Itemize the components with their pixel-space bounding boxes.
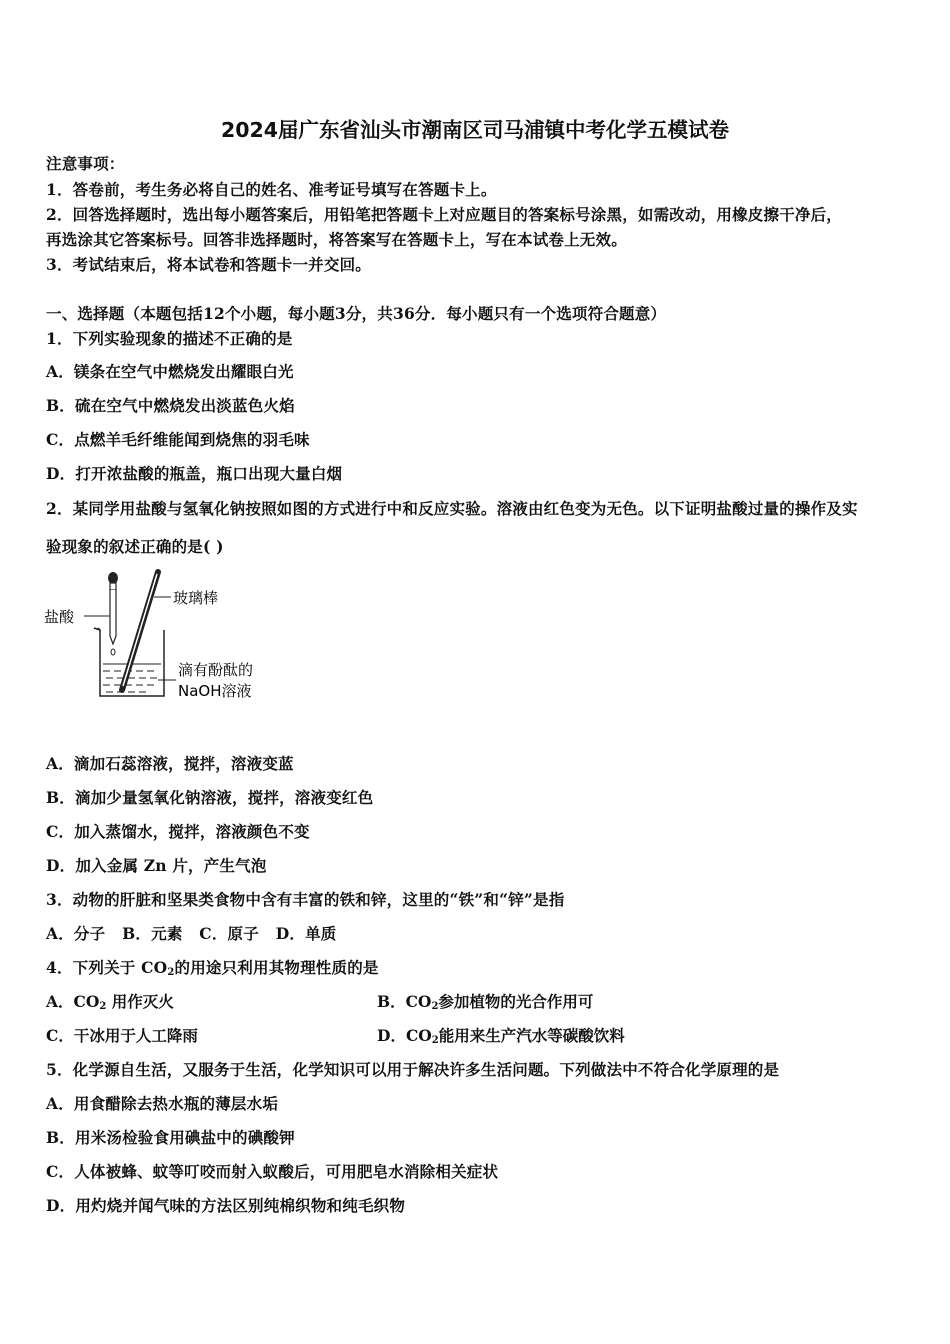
question-3-stem: 3．动物的肝脏和坚果类食物中含有丰富的铁和锌，这里的“铁”和“锌”是指 (46, 890, 565, 909)
question-2-option-a: A．滴加石蕊溶液，搅拌，溶液变蓝 (46, 754, 294, 773)
question-2-option-d: D．加入金属 Zn 片，产生气泡 (46, 856, 267, 875)
question-2-stem-line1: 2．某同学用盐酸与氢氧化钠按照如图的方式进行中和反应实验。溶液由红色变为无色。以下证明盐酸过量的操作及实 (46, 499, 858, 518)
question-1-stem: 1．下列实验现象的描述不正确的是 (46, 329, 293, 348)
question-4-option-c: C．干冰用于人工降雨 (46, 1026, 198, 1045)
question-4-option-a: A．$CO_2$ 用作灭火 (46, 992, 174, 1012)
question-1-option-c: C．点燃羊毛纤维能闻到烧焦的羽毛味 (46, 430, 310, 449)
question-4-stem: 4．下列关于 $CO_2$的用途只利用其物理性质的是 (46, 958, 379, 978)
question-5-option-c: C．人体被蜂、蚊等叮咬而射入蚁酸后，可用肥皂水消除相关症状 (46, 1162, 499, 1181)
question-5-option-d: D．用灼烧并闻气味的方法区别纯棉织物和纯毛织物 (46, 1196, 406, 1215)
glass-rod (122, 572, 158, 690)
label-glass-rod: 玻璃棒 (173, 589, 219, 607)
notice-heading: 注意事项： (46, 154, 125, 173)
question-1-option-b: B．硫在空气中燃烧发出淡蓝色火焰 (46, 396, 295, 415)
question-2-stem-line2: 验现象的叙述正确的是( ) (46, 537, 224, 556)
dropper (108, 572, 118, 655)
question-4-option-d: D．$CO_2$能用来生产汽水等碳酸饮料 (377, 1026, 625, 1046)
solution-liquid (103, 664, 161, 692)
question-2-option-b: B．滴加少量氢氧化钠溶液，搅拌，溶液变红色 (46, 788, 374, 807)
question-1-option-a: A．镁条在空气中燃烧发出耀眼白光 (46, 362, 294, 381)
notice-item: 2．回答选择题时，选出每小题答案后，用铅笔把答题卡上对应题目的答案标号涂黑，如需改动，用橡皮擦干净后， (46, 205, 842, 224)
neutralization-apparatus-figure (44, 568, 284, 708)
question-4-option-b: B．$CO_2$参加植物的光合作用可 (377, 992, 594, 1012)
section-heading: 一、选择题（本题包括12个小题，每小题3分，共36分．每小题只有一个选项符合题意） (46, 304, 667, 323)
question-5-option-b: B．用米汤检验食用碘盐中的碘酸钾 (46, 1128, 295, 1147)
page-title: 2024届广东省汕头市潮南区司马浦镇中考化学五模试卷 (220, 118, 730, 142)
question-3-options: A．分子 B．元素 C．原子 D．单质 (46, 924, 337, 943)
notice-item: 3．考试结束后，将本试卷和答题卡一并交回。 (46, 255, 371, 274)
question-5-option-a: A．用食醋除去热水瓶的薄层水垢 (46, 1094, 279, 1113)
question-5-stem: 5．化学源自生活，又服务于生活，化学知识可以用于解决许多生活问题。下列做法中不符合化学原理的是 (46, 1060, 780, 1079)
notice-item: 1．答卷前，考生务必将自己的姓名、准考证号填写在答题卡上。 (46, 180, 497, 199)
notice-item: 再选涂其它答案标号。回答非选择题时，将答案写在答题卡上，写在本试卷上无效。 (46, 230, 627, 249)
label-acid: 盐酸 (44, 608, 75, 626)
question-2-option-c: C．加入蒸馏水，搅拌，溶液颜色不变 (46, 822, 310, 841)
label-solution-line2: NaOH溶液 (178, 682, 252, 700)
question-1-option-d: D．打开浓盐酸的瓶盖，瓶口出现大量白烟 (46, 464, 343, 483)
label-solution-line1: 滴有酚酞的 (178, 661, 254, 679)
